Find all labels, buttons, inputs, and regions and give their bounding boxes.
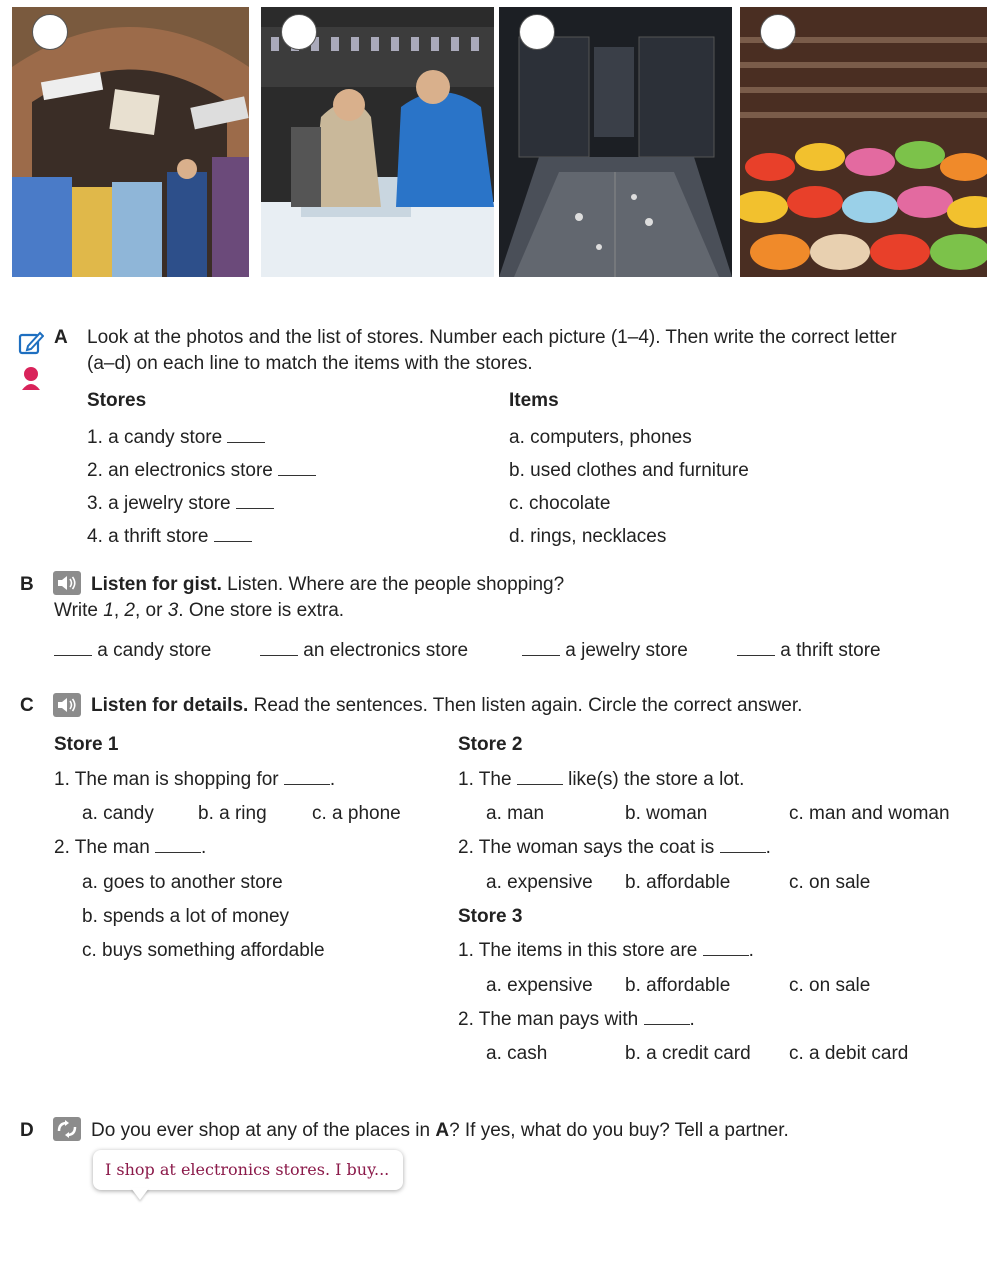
section-a-instructions-line1: Look at the photos and the list of stores. Number each picture (1–4). Then write the correct letter (87, 327, 897, 348)
answer-option[interactable]: a. expensive (486, 975, 593, 996)
store-item-4: 4. a thrift store (87, 526, 252, 548)
store-item-2: 2. an electronics store (87, 460, 316, 482)
answer-option[interactable]: a. expensive (486, 872, 593, 893)
photo-number-circle[interactable] (760, 14, 796, 50)
answer-option[interactable]: c. a phone (312, 803, 401, 824)
answer-option[interactable]: b. affordable (625, 975, 731, 996)
option-candy-store: a candy store (54, 640, 211, 662)
answer-option[interactable]: b. affordable (625, 872, 731, 893)
store-3-question-2: 2. The man pays with . (458, 1009, 695, 1030)
store-item-1: 1. a candy store (87, 427, 265, 449)
item-a: a. computers, phones (509, 427, 692, 448)
answer-blank (720, 838, 766, 853)
option-thrift-store: a thrift store (737, 640, 881, 662)
section-a-instructions-line2: (a–d) on each line to match the items with the stores. (87, 353, 533, 374)
answer-option[interactable]: c. on sale (789, 872, 871, 893)
option-jewelry-store: a jewelry store (522, 640, 688, 662)
answer-blank[interactable] (214, 527, 252, 542)
answer-blank (517, 770, 563, 785)
answer-blank[interactable] (260, 641, 298, 656)
answer-option[interactable]: b. spends a lot of money (82, 906, 290, 927)
answer-option[interactable]: a. goes to another store (82, 872, 283, 893)
section-b-instructions-line2: Write 1, 2, or 3. One store is extra. (54, 600, 345, 621)
pair-work-icon (53, 1117, 81, 1141)
answer-blank (284, 770, 330, 785)
store-3-question-1: 1. The items in this store are . (458, 940, 754, 961)
section-a-letter: A (54, 327, 68, 348)
answer-option[interactable]: c. on sale (789, 975, 871, 996)
answer-option[interactable]: a. candy (82, 803, 154, 824)
item-b: b. used clothes and furniture (509, 460, 749, 481)
store-2-question-2: 2. The woman says the coat is . (458, 837, 771, 858)
answer-blank[interactable] (522, 641, 560, 656)
photo-number-circle[interactable] (32, 14, 68, 50)
speaker-icon[interactable] (53, 693, 81, 717)
answer-option[interactable]: c. buys something affordable (82, 940, 325, 961)
writing-icon (18, 330, 44, 361)
photo-number-circle[interactable] (281, 14, 317, 50)
answer-blank (703, 941, 749, 956)
option-electronics-store: an electronics store (260, 640, 468, 662)
answer-blank[interactable] (278, 461, 316, 476)
stores-heading: Stores (87, 390, 147, 411)
answer-option[interactable]: a. cash (486, 1043, 548, 1064)
individual-work-icon (20, 366, 42, 395)
answer-blank[interactable] (227, 428, 265, 443)
electronics-store-photo (261, 7, 494, 277)
answer-option[interactable]: a. man (486, 803, 545, 824)
answer-blank[interactable] (236, 494, 274, 509)
section-b-instructions-line1: Listen for gist. Listen. Where are the people shopping? (91, 574, 565, 595)
store-2-question-1: 1. The like(s) the store a lot. (458, 769, 745, 790)
item-c: c. chocolate (509, 493, 611, 514)
answer-blank[interactable] (737, 641, 775, 656)
section-d-letter: D (20, 1120, 34, 1141)
answer-blank (644, 1010, 690, 1025)
thrift-store-photo (12, 7, 249, 277)
section-d-question: Do you ever shop at any of the places in A? If yes, what do you buy? Tell a partner. (91, 1120, 789, 1141)
answer-option[interactable]: b. a credit card (625, 1043, 751, 1064)
answer-blank (155, 838, 201, 853)
section-c-instructions: Listen for details. Read the sentences. Then listen again. Circle the correct answer. (91, 695, 803, 716)
photo-number-circle[interactable] (519, 14, 555, 50)
speech-bubble (93, 1150, 403, 1190)
store-1-question-1: 1. The man is shopping for . (54, 769, 336, 790)
store-2-heading: Store 2 (458, 734, 523, 755)
answer-option[interactable]: c. a debit card (789, 1043, 909, 1064)
items-heading: Items (509, 390, 559, 411)
answer-blank[interactable] (54, 641, 92, 656)
speaker-icon[interactable] (53, 571, 81, 595)
store-1-heading: Store 1 (54, 734, 119, 755)
item-d: d. rings, necklaces (509, 526, 667, 547)
answer-option[interactable]: b. a ring (198, 803, 267, 824)
answer-option[interactable]: c. man and woman (789, 803, 950, 824)
section-b-letter: B (20, 574, 34, 595)
store-item-3: 3. a jewelry store (87, 493, 274, 515)
store-1-question-2: 2. The man . (54, 837, 207, 858)
jewelry-store-photo (499, 7, 732, 277)
speech-bubble-tail (131, 1188, 149, 1200)
section-c-letter: C (20, 695, 34, 716)
candy-store-photo (740, 7, 987, 277)
speech-bubble-text: I shop at electronics stores. I buy... (105, 1160, 390, 1179)
store-3-heading: Store 3 (458, 906, 523, 927)
answer-option[interactable]: b. woman (625, 803, 708, 824)
